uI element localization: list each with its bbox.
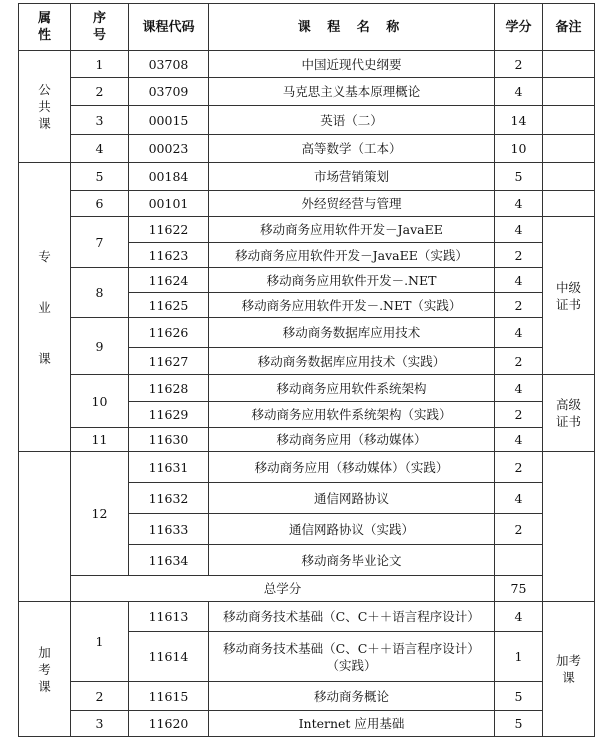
name-cell: 移动商务技术基础（C、C＋＋语言程序设计） （实践）	[209, 632, 495, 682]
credit-cell: 2	[495, 51, 543, 78]
table-row	[19, 191, 595, 217]
note-cell	[543, 78, 595, 106]
code-cell: 11633	[129, 514, 209, 545]
credit-cell: 4	[495, 602, 543, 632]
credit-cell: 10	[495, 135, 543, 163]
group-extra: 加 考 课	[19, 602, 71, 737]
code-cell: 00101	[129, 191, 209, 217]
code-cell: 11627	[129, 348, 209, 375]
code-cell: 00023	[129, 135, 209, 163]
note-cell	[543, 191, 595, 217]
name-cell: 移动商务应用（移动媒体）（实践）	[209, 452, 495, 483]
name-cell: 通信网路协议（实践）	[209, 514, 495, 545]
note-cell	[543, 163, 595, 191]
table-row	[19, 682, 595, 711]
name-cell: 英语（二）	[209, 106, 495, 135]
seq-cell: 1	[71, 51, 129, 78]
code-cell: 11626	[129, 318, 209, 348]
course-table	[18, 3, 595, 737]
table-row	[19, 452, 595, 483]
seq-cell: 2	[71, 78, 129, 106]
credit-cell: 14	[495, 106, 543, 135]
header-attribute: 属 性	[19, 4, 71, 51]
code-cell: 11628	[129, 375, 209, 402]
name-cell: 移动商务应用软件开发－JavaEE	[209, 217, 495, 243]
credit-cell: 1	[495, 632, 543, 682]
credit-cell: 4	[495, 191, 543, 217]
seq-cell: 6	[71, 191, 129, 217]
code-cell: 03708	[129, 51, 209, 78]
code-cell: 11614	[129, 632, 209, 682]
header-credit: 学分	[495, 4, 543, 51]
group-major: 专 业 课	[19, 163, 71, 452]
table-row	[19, 428, 595, 452]
name-cell: 移动商务应用软件开发－.NET（实践）	[209, 293, 495, 318]
credit-cell	[495, 545, 543, 576]
seq-cell: 8	[71, 268, 129, 318]
credit-cell: 2	[495, 293, 543, 318]
note-cell	[543, 106, 595, 135]
code-cell: 11631	[129, 452, 209, 483]
credit-cell: 4	[495, 217, 543, 243]
credit-cell: 5	[495, 163, 543, 191]
code-cell: 11629	[129, 402, 209, 428]
credit-cell: 2	[495, 243, 543, 268]
name-cell: 外经贸经营与管理	[209, 191, 495, 217]
credit-cell: 2	[495, 514, 543, 545]
table-row	[19, 135, 595, 163]
code-cell: 03709	[129, 78, 209, 106]
code-cell: 11613	[129, 602, 209, 632]
credit-cell: 2	[495, 452, 543, 483]
name-cell: 移动商务毕业论文	[209, 545, 495, 576]
table-row	[19, 375, 595, 402]
total-credit: 75	[495, 576, 543, 602]
code-cell: 11630	[129, 428, 209, 452]
note-cell	[543, 135, 595, 163]
table-row	[19, 602, 595, 632]
name-cell: 马克思主义基本原理概论	[209, 78, 495, 106]
credit-cell: 2	[495, 348, 543, 375]
name-cell: 移动商务应用软件开发－JavaEE（实践）	[209, 243, 495, 268]
credit-cell: 5	[495, 682, 543, 711]
name-cell: 移动商务应用软件系统架构	[209, 375, 495, 402]
header-seq: 序 号	[71, 4, 129, 51]
seq-cell: 3	[71, 711, 129, 737]
seq-cell: 1	[71, 602, 129, 682]
table-row	[19, 318, 595, 348]
seq-cell: 12	[71, 452, 129, 576]
table-row	[19, 51, 595, 78]
name-cell: 高等数学（工本）	[209, 135, 495, 163]
table-row	[19, 78, 595, 106]
table-row	[19, 711, 595, 737]
code-cell: 11615	[129, 682, 209, 711]
name-cell: 移动商务应用软件开发－.NET	[209, 268, 495, 293]
credit-cell: 4	[495, 268, 543, 293]
name-cell: 移动商务应用（移动媒体）	[209, 428, 495, 452]
seq-cell: 5	[71, 163, 129, 191]
note-mid-cert: 中级 证书	[543, 217, 595, 375]
name-cell: 移动商务应用软件系统架构（实践）	[209, 402, 495, 428]
name-cell: 移动商务技术基础（C、C＋＋语言程序设计）	[209, 602, 495, 632]
seq-cell: 7	[71, 217, 129, 268]
table-row	[19, 268, 595, 293]
header-row	[19, 4, 595, 51]
seq-cell: 9	[71, 318, 129, 375]
table-row	[19, 217, 595, 243]
header-code: 课程代码	[129, 4, 209, 51]
seq-cell: 2	[71, 682, 129, 711]
seq-cell: 4	[71, 135, 129, 163]
name-cell: Internet 应用基础	[209, 711, 495, 737]
name-cell: 通信网路协议	[209, 483, 495, 514]
code-cell: 11620	[129, 711, 209, 737]
code-cell: 00015	[129, 106, 209, 135]
credit-cell: 4	[495, 428, 543, 452]
code-cell: 11624	[129, 268, 209, 293]
table-row	[19, 106, 595, 135]
note-cell	[543, 51, 595, 78]
credit-cell: 2	[495, 402, 543, 428]
total-row	[19, 576, 595, 602]
code-cell: 00184	[129, 163, 209, 191]
credit-cell: 4	[495, 78, 543, 106]
credit-cell: 4	[495, 318, 543, 348]
code-cell: 11625	[129, 293, 209, 318]
header-note: 备注	[543, 4, 595, 51]
code-cell: 11634	[129, 545, 209, 576]
note-cell	[543, 452, 595, 602]
note-adv-cert: 高级 证书	[543, 375, 595, 452]
code-cell: 11622	[129, 217, 209, 243]
name-cell: 市场营销策划	[209, 163, 495, 191]
credit-cell: 5	[495, 711, 543, 737]
note-extra-exam: 加考 课	[543, 602, 595, 737]
group-blank	[19, 452, 71, 602]
name-cell: 移动商务数据库应用技术	[209, 318, 495, 348]
seq-cell: 10	[71, 375, 129, 428]
name-cell: 移动商务概论	[209, 682, 495, 711]
credit-cell: 4	[495, 375, 543, 402]
group-public: 公 共 课	[19, 51, 71, 163]
seq-cell: 11	[71, 428, 129, 452]
credit-cell: 4	[495, 483, 543, 514]
header-name: 课 程 名 称	[209, 4, 495, 51]
total-label: 总学分	[71, 576, 495, 602]
name-cell: 移动商务数据库应用技术（实践）	[209, 348, 495, 375]
code-cell: 11623	[129, 243, 209, 268]
table-row	[19, 163, 595, 191]
seq-cell: 3	[71, 106, 129, 135]
name-cell: 中国近现代史纲要	[209, 51, 495, 78]
code-cell: 11632	[129, 483, 209, 514]
